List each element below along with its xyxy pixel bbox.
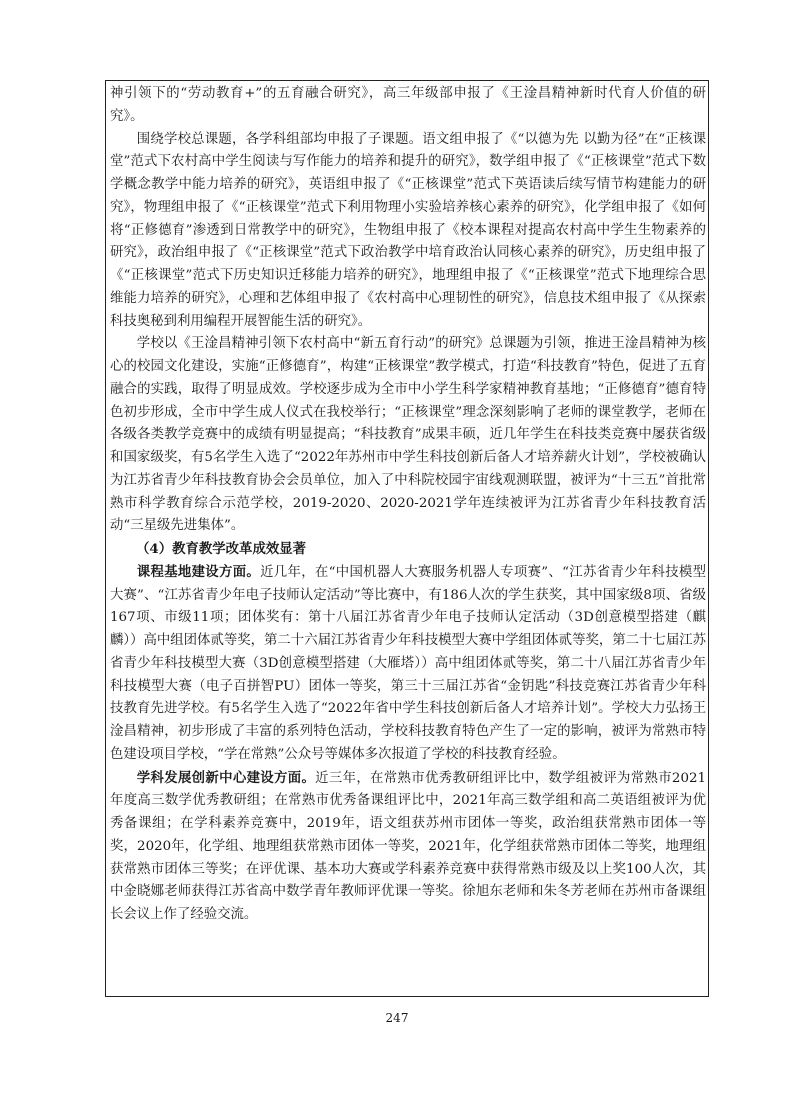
course-base-lead: 课程基地建设方面。: [136, 563, 261, 580]
page-number: 247: [385, 1011, 409, 1025]
section-heading: （4）教育教学改革成效显著: [136, 541, 307, 557]
paragraph-school-results: 学校以《王淦昌精神引领下农村高中“新五育行动”的研究》总课题为引领，推进王淦昌精神为核心的校园文化建设，实施“正修德育”，构建“正核课堂”教学模式，打造“科技教育”特色，促进了五育融合的实践，取得了明显成效。学校逐步成为全市中小学生科学家精神教育基地；“正修德育”德育特色初步形成，全市中学生成人仪式在我校举行；“正核课堂”理念深刻影响了老师的课堂教学，老师在各级各类教学竞赛中的成绩有明显提高；“科技教育”成果丰硕，近几年学生在科技类竞赛中屡获省级和国家级奖，有5名学生入选了“2022年苏州市中学生科技创新后备人才培养薪火计划”，学校被确认为江苏省青少年科技教育协会会员单位，加入了中科院校园宇宙线观测联盟，被评为“十三五”首批常熟市科学教育综合示范学校，2019-2020、2020-2021学年连续被评为江苏省青少年科技教育活动“三星级先进集体”。: [110, 336, 706, 534]
paragraph-discipline-center: [110, 767, 706, 927]
course-base-text: 近几年，在“中国机器人大赛服务机器人专项赛”、“江苏省青少年科技模型大赛”、“江苏省青少年电子技师认定活动”等比赛中，有186人次的学生获奖，其中国家级8项、省级167项、市级11项；团体奖有：第十八届江苏省青少年电子技师认定活动（3D创意模型搭建（麒麟））高中组团体贰等奖，第二十六届江苏省青少年科技模型大赛中学组团体贰等奖，第二十七届江苏省青少年科技模型大赛（3D创意模型搭建（大雁塔））高中组团体贰等奖，第二十八届江苏省青少年科技模型大赛（电子百拼智PU）团体一等奖，第三十三届江苏省“金钥匙”科技竞赛江苏省青少年科技教育先进学校。有5名学生入选了“2022年省中学生科技创新后备人才培养计划”。学校大力弘扬王淦昌精神，初步形成了丰富的系列特色活动，学校科技教育特色产生了一定的影响，被评为常熟市特色建设项目学校，“学在常熟”公众号等媒体多次报道了学校的科技教育经验。: [110, 564, 706, 762]
discipline-text: 近三年，在常熟市优秀教研组评比中，数学组被评为常熟市2021年度高三数学优秀教研组；在常熟市优秀备课组评比中，2021年高三数学组和高二英语组被评为优秀备课组；在学科素养竞赛中，2019年，语文组获苏州市团体一等奖，政治组获常熟市团体一等奖，2020年，化学组、地理组获常熟市团体一等奖，2021年，化学组获常熟市团体二等奖，地理组获常熟市团体三等奖；在评优课、基本功大赛或学科素养竞赛中获得常熟市级及以上奖100人次，其中金晓娜老师获得江苏省高中数学青年教师评优课一等奖。徐旭东老师和朱冬芳老师在苏州市备课组长会议上作了经验交流。: [110, 770, 706, 922]
page-body: [110, 83, 706, 927]
paragraph-course-base: [110, 561, 706, 767]
paragraph-continuation: 神引领下的“劳动教育+”的五育融合研究》，高三年级部申报了《王淦昌精神新时代育人价值的研究》。: [110, 86, 706, 124]
paragraph-subject-topics: 围绕学校总课题，各学科组部均申报了子课题。语文组申报了《“以德为先 以勤为径”在“正核课堂”范式下农村高中学生阅读与写作能力的培养和提升的研究》，数学组申报了《“正核课堂”范式下数学概念教学中能力培养的研究》，英语组申报了《“正核课堂”范式下英语读后续写情节构建能力的研究》，物理组申报了《“正核课堂”范式下利用物理小实验培养核心素养的研究》，化学组申报了《如何将“正修德育”渗透到日常教学中的研究》，生物组申报了《校本课程对提高农村高中学生生物素养的研究》，政治组申报了《“正核课堂”范式下政治教学中培育政治认同核心素养的研究》，历史组申报了《“正核课堂”范式下历史知识迁移能力培养的研究》，地理组申报了《“正核课堂”范式下地理综合思维能力培养的研究》，心理和艺体组申报了《农村高中心理韧性的研究》，信息技术组申报了《从探索科技奥秘到利用编程开展智能生活的研究》。: [110, 131, 706, 329]
discipline-lead: 学科发展创新中心建设方面。: [136, 769, 316, 786]
